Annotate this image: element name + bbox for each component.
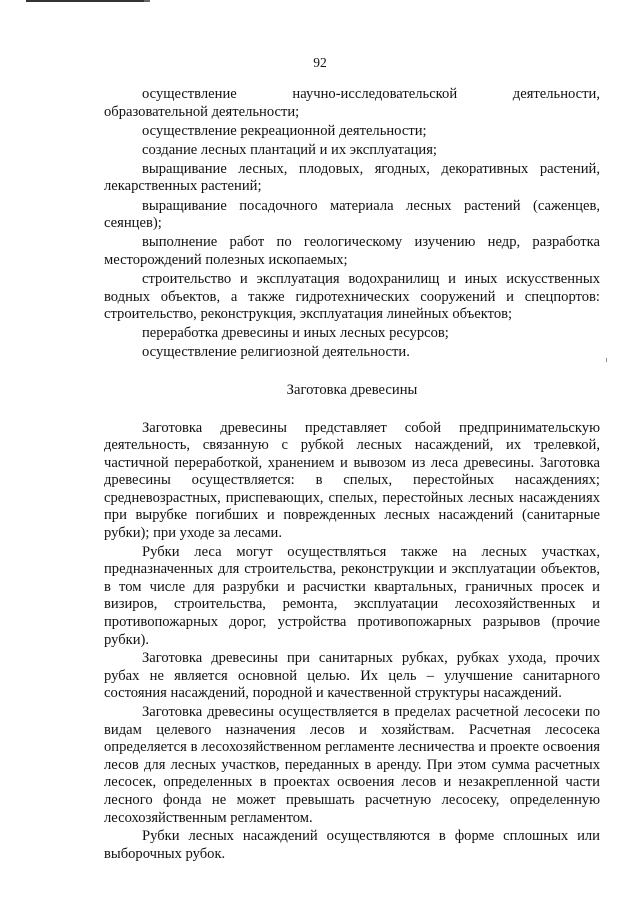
section-heading: Заготовка древесины <box>286 381 418 398</box>
body-paragraph: Заготовка древесины осуществляется в пределах расчетной лесосеки по видам целевого назначения лесов и хозяйствам. Расчетная лесосека определяется в лесохозяйственном регламенте лесничества и проекте освоения лесов для лесных участков, переданных в аренду. При этом сумма расчетных лесосек, определенных в проектах освоения лесов и незакрепленной части лесного фонда не может превышать расчетную лесосеку, определенную лесохозяйственным регламентом. <box>104 704 600 826</box>
list-item: создание лесных плантаций и их эксплуатация; <box>142 141 437 158</box>
list-item: выполнение работ по геологическому изучению недр, разработка месторождений полезных ископаемых; <box>104 234 600 268</box>
page-number: 92 <box>313 55 327 70</box>
scan-speck <box>606 358 607 362</box>
body-paragraph: Рубки лесных насаждений осуществляются в форме сплошных или выборочных рубок. <box>104 828 600 862</box>
document-body <box>104 86 600 864</box>
body-paragraph: Заготовка древесины при санитарных рубках, рубках ухода, прочих рубах не является основной целью. Их цель – улучшение санитарного состояния насаждений, породной и качественной структуры насаждений. <box>104 650 600 702</box>
activity-list <box>104 86 600 362</box>
scan-edge-rule <box>26 0 144 2</box>
list-item: осуществление научно-исследовательской деятельности, образовательной деятельности; <box>104 86 600 120</box>
section-body <box>104 420 600 864</box>
body-paragraph: Заготовка древесины представляет собой предпринимательскую деятельность, связанную с рубкой лесных насаждений, их трелевкой, частичной переработкой, хранением и вывозом из леса древесины. Заготовка древесины осуществляется: в спелых, перестойных насаждениях; средневозрастных, приспевающих, спелых, перестойных лесных насаждениях при вырубке погибших и поврежденных лесных насаждений (санитарные рубки); при уходе за лесами. <box>104 419 600 542</box>
list-item: переработка древесины и иных лесных ресурсов; <box>142 325 449 342</box>
scan-edge-rule-tail <box>144 0 150 2</box>
list-item: выращивание посадочного материала лесных растений (саженцев, сеянцев); <box>104 197 600 232</box>
list-item: строительство и эксплуатация водохранилищ и иных искусственных водных объектов, а также гидротехнических сооружений и спецпортов: строительство, реконструкция, эксплуатация линейных объектов; <box>104 270 600 323</box>
list-item: осуществление религиозной деятельности. <box>142 344 410 361</box>
list-item: выращивание лесных, плодовых, ягодных, декоративных растений, лекарственных растений; <box>104 160 600 195</box>
body-paragraph: Рубки леса могут осуществляться также на лесных участках, предназначенных для строительства, реконструкции и эксплуатации объектов, в том числе для разрубки и расчистки квартальных, граничных просек и визиров, строительства, ремонта, эксплуатации лесохозяйственных и противопожарных дорог, устройства противопожарных разрывов (прочие рубки). <box>104 543 600 648</box>
list-item: осуществление рекреационной деятельности; <box>142 122 427 139</box>
